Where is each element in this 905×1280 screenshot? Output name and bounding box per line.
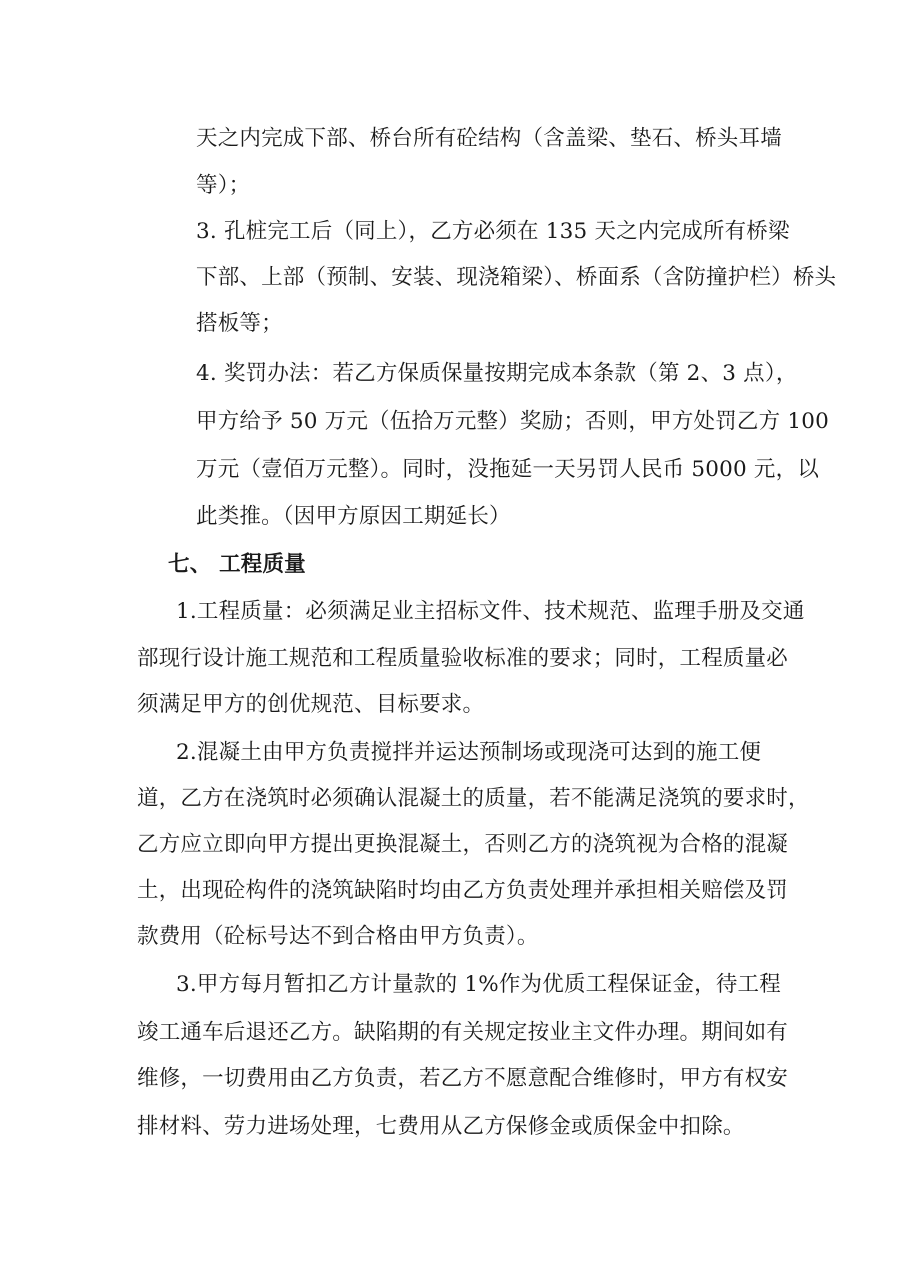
text-line: 万元（壹佰万元整）。同时，没拖延一天另罚人民币 5000 元，以 xyxy=(196,457,820,482)
text-line: 甲方给予 50 万元（伍拾万元整）奖励；否则，甲方处罚乙方 100 xyxy=(196,409,830,434)
section-heading: 七、 工程质量 xyxy=(168,552,306,577)
paragraph-1-line: 须满足甲方的创优规范、目标要求。 xyxy=(137,692,485,717)
paragraph-3-line: 3.甲方每月暂扣乙方计量款的 1%作为优质工程保证金，待工程 xyxy=(176,972,781,997)
paragraph-3-line: 维修，一切费用由乙方负责，若乙方不愿意配合维修时，甲方有权安 xyxy=(137,1066,789,1091)
paragraph-2-line: 道，乙方在浇筑时必须确认混凝土的质量，若不能满足浇筑的要求时， xyxy=(137,786,810,811)
list-item-3: 3. 孔桩完工后（同上），乙方必须在 135 天之内完成所有桥梁 xyxy=(196,219,790,244)
paragraph-3-line: 竣工通车后退还乙方。缺陷期的有关规定按业主文件办理。期间如有 xyxy=(137,1020,789,1045)
paragraph-1-line: 部现行设计施工规范和工程质量验收标准的要求；同时，工程质量必 xyxy=(137,646,789,671)
paragraph-2-line: 2.混凝土由甲方负责搅拌并运达预制场或现浇可达到的施工便 xyxy=(176,740,762,765)
paragraph-1-line: 1.工程质量：必须满足业主招标文件、技术规范、监理手册及交通 xyxy=(176,599,805,624)
text-line: 下部、上部（预制、安装、现浇箱梁）、桥面系（含防撞护栏）桥头 xyxy=(196,265,837,290)
paragraph-2-line: 款费用（砼标号达不到合格由甲方负责）。 xyxy=(137,924,539,949)
paragraph-2-line: 乙方应立即向甲方提出更换混凝土，否则乙方的浇筑视为合格的混凝 xyxy=(137,832,789,857)
list-item-4: 4. 奖罚办法：若乙方保质保量按期完成本条款（第 2、3 点）， xyxy=(196,361,798,386)
paragraph-3-line: 排材料、劳力进场处理，七费用从乙方保修金或质保金中扣除。 xyxy=(137,1114,745,1139)
paragraph-2-line: 土，出现砼构件的浇筑缺陷时均由乙方负责处理并承担相关赔偿及罚 xyxy=(137,878,789,903)
text-line: 天之内完成下部、桥台所有砼结构（含盖梁、垫石、桥头耳墙 xyxy=(196,126,782,151)
text-line: 等）； xyxy=(196,173,251,198)
text-line: 搭板等； xyxy=(196,311,283,336)
text-line: 此类推。（因甲方原因工期延长） xyxy=(196,504,511,529)
